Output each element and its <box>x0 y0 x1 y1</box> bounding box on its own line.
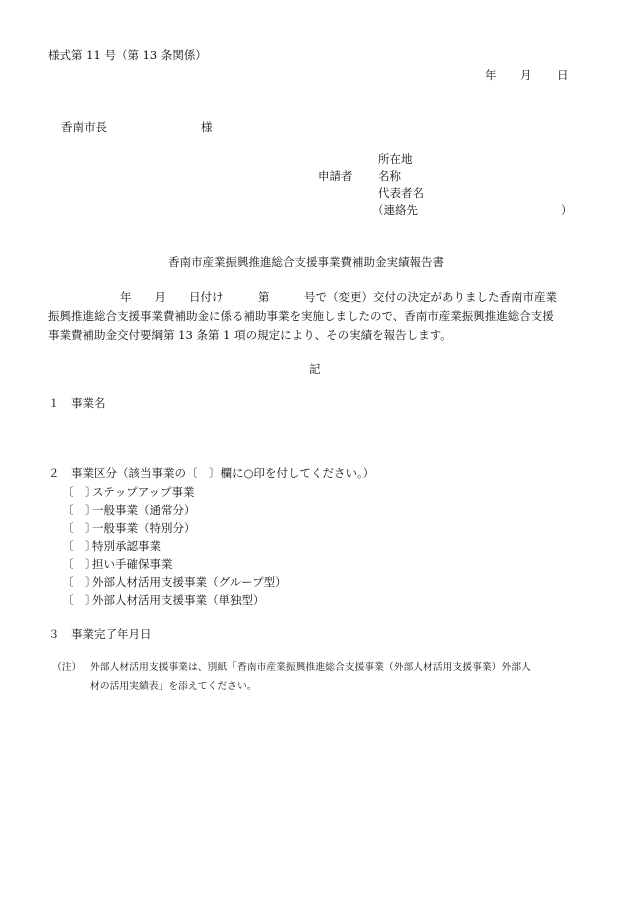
note-label: （注） <box>52 662 82 673</box>
contact-open: （連絡先 <box>372 203 418 217</box>
checkbox-bracket[interactable]: 〔 〕 <box>62 539 97 553</box>
address-label: 所在地 <box>378 152 413 166</box>
date-month-label: 月 <box>520 68 532 82</box>
category-label: 特別承認事業 <box>92 539 161 553</box>
addressee-name: 香南市長 <box>61 120 107 134</box>
category-option <box>62 503 196 519</box>
checkbox-bracket[interactable]: 〔 〕 <box>62 503 97 517</box>
category-option <box>62 521 196 537</box>
category-label: ステップアップ事業 <box>92 485 195 499</box>
form-number: 様式第 11 号（第 13 条関係） <box>48 48 207 62</box>
category-label: 一般事業（通常分） <box>92 503 196 517</box>
contact-close: ） <box>561 203 573 217</box>
category-option <box>62 485 194 501</box>
body-line-2: 振興推進総合支援事業費補助金に係る補助事業を実施しましたので、香南市産業振興推進総合支援 <box>48 309 554 323</box>
date-day-label: 日 <box>557 68 569 82</box>
document-title: 香南市産業振興推進総合支援事業費補助金実績報告書 <box>168 255 444 269</box>
name-label: 名称 <box>378 169 401 183</box>
checkbox-bracket[interactable]: 〔 〕 <box>62 575 97 589</box>
body-line-3: 事業費補助金交付要綱第 13 条第 1 項の規定により、その実績を報告します。 <box>48 328 452 342</box>
body-line-1: 年 月 日付け 第 号で（変更）交付の決定がありました香南市産業 <box>120 290 557 304</box>
category-label: 一般事業（特別分） <box>92 521 196 535</box>
item-2-business-category: ２ 事業区分（該当事業の〔 〕欄に○印を付してください。） <box>48 466 375 480</box>
addressee-honorific: 様 <box>201 120 213 134</box>
category-label: 外部人材活用支援事業（単独型） <box>92 593 265 607</box>
category-option <box>62 557 173 573</box>
note-line-2: 材の活用実績表」を添えてください。 <box>90 681 257 692</box>
item-1-business-name: １ 事業名 <box>48 396 106 410</box>
checkbox-bracket[interactable]: 〔 〕 <box>62 593 97 607</box>
category-option <box>62 539 161 555</box>
item-3-completion-date: ３ 事業完了年月日 <box>48 627 152 641</box>
ki-marker: 記 <box>309 362 321 376</box>
date-year-label: 年 <box>485 68 497 82</box>
checkbox-bracket[interactable]: 〔 〕 <box>62 557 97 571</box>
applicant-label: 申請者 <box>318 169 353 183</box>
category-option <box>62 593 265 609</box>
category-label: 担い手確保事業 <box>92 557 173 571</box>
category-label: 外部人材活用支援事業（グループ型） <box>92 575 287 589</box>
note-line-1: 外部人材活用支援事業は、別紙「香南市産業振興推進総合支援事業（外部人材活用支援事業）外部人 <box>90 662 531 673</box>
checkbox-bracket[interactable]: 〔 〕 <box>62 485 97 499</box>
representative-label: 代表者名 <box>378 186 424 200</box>
category-option <box>62 575 287 591</box>
checkbox-bracket[interactable]: 〔 〕 <box>62 521 97 535</box>
